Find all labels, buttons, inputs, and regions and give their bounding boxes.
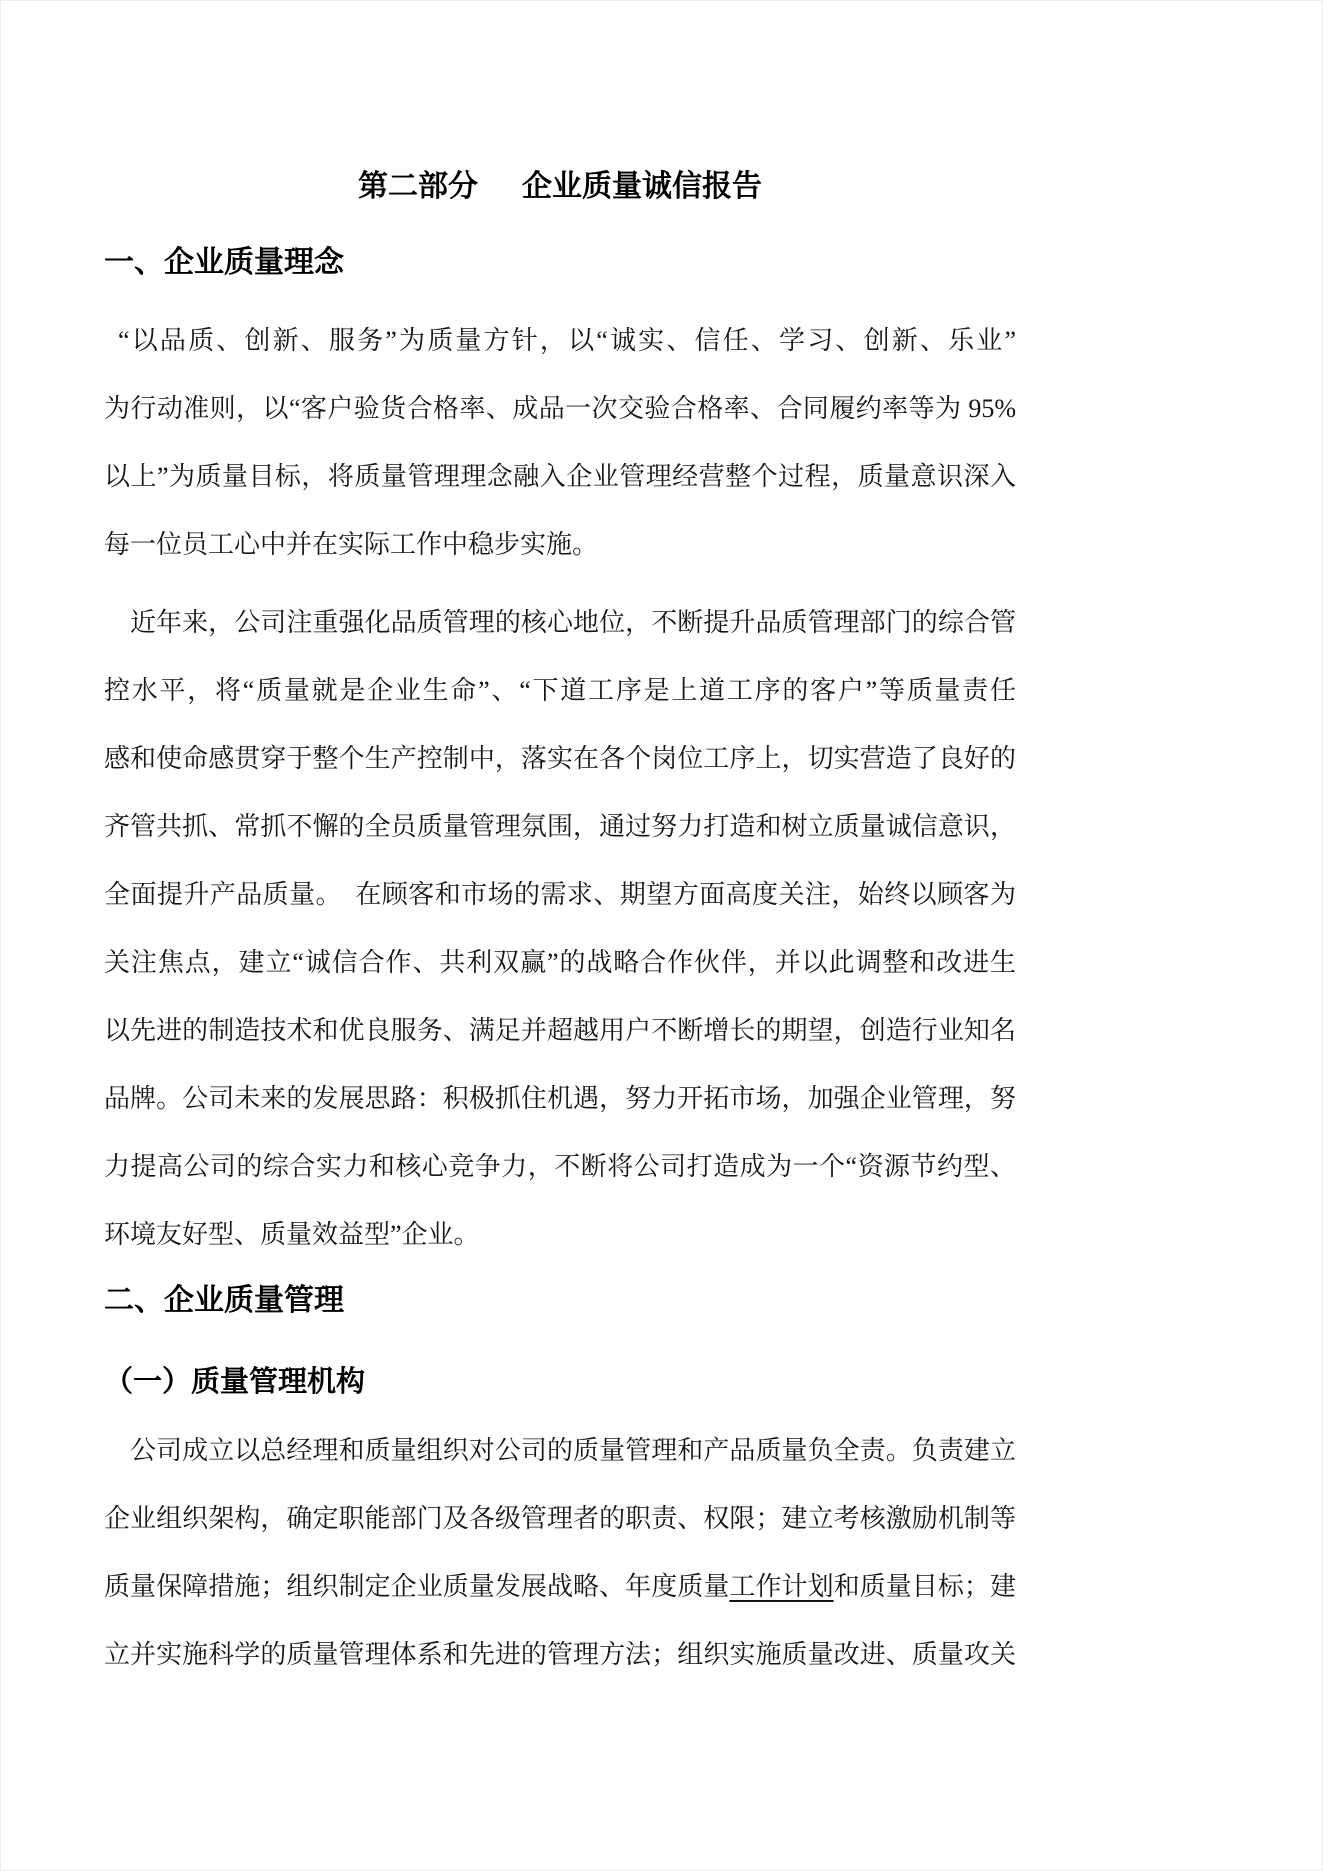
- document-body: [104, 241, 1016, 1689]
- paragraph-line: [104, 929, 1016, 997]
- section-heading: 一、企业质量理念: [104, 246, 344, 279]
- paragraph: [104, 307, 1016, 579]
- document-content: [104, 165, 1016, 1689]
- paragraph-line: [104, 307, 1016, 375]
- text-segment: 近年来，公司注重强化品质管理的核心地位，不断提升品质管理部门的综合管: [130, 608, 1016, 637]
- title-part: 第二部分: [358, 170, 478, 203]
- paragraph-line: [104, 589, 1016, 657]
- text-segment: 关注焦点，建立“诚信合作、共利双赢”的战略合作伙伴，并以此调整和改进生: [104, 948, 1016, 977]
- paragraph: [104, 589, 1016, 1269]
- paragraph-line: [104, 1621, 1016, 1689]
- text-segment: 全面提升产品质量。 在顾客和市场的需求、期望方面高度关注，始终以顾客为: [104, 880, 1016, 909]
- paragraph-line: [104, 1417, 1016, 1485]
- text-segment: 力提高公司的综合实力和核心竞争力，不断将公司打造成为一个“资源节约型、: [104, 1152, 1016, 1181]
- text-segment: 公司成立以总经理和质量组织对公司的质量管理和产品质量负全责。负责建立: [130, 1436, 1016, 1465]
- paragraph-line: [104, 443, 1016, 511]
- text-segment: 品牌。公司未来的发展思路：积极抓住机遇，努力开拓市场，加强企业管理，努: [104, 1084, 1016, 1113]
- text-segment: 环境友好型、质量效益型”企业。: [104, 1220, 480, 1249]
- text-segment: 感和使命感贯穿于整个生产控制中，落实在各个岗位工序上，切实营造了良好的: [104, 744, 1016, 773]
- text-segment: 质量保障措施；组织制定企业质量发展战略、年度质量: [104, 1572, 730, 1601]
- paragraph-line: [104, 1065, 1016, 1133]
- paragraph-line: [104, 1485, 1016, 1553]
- text-segment: 以先进的制造技术和优良服务、满足并超越用户不断增长的期望，创造行业知名: [104, 1016, 1016, 1045]
- paragraph-line: [104, 793, 1016, 861]
- paragraph-line: [104, 1201, 1016, 1269]
- paragraph-line: [104, 1133, 1016, 1201]
- document-title: [104, 165, 1016, 209]
- text-segment: “以品质、创新、服务”为质量方针，以“诚实、信任、学习、创新、乐业”: [118, 326, 1016, 355]
- paragraph-line: [104, 375, 1016, 443]
- section-heading: 二、企业质量管理: [104, 1284, 344, 1317]
- text-segment: 控水平，将“质量就是企业生命”、“下道工序是上道工序的客户”等质量责任: [104, 676, 1016, 705]
- paragraph-line: [104, 657, 1016, 725]
- text-segment: 为行动准则，以“客户验货合格率、成品一次交验合格率、合同履约率等为 95%: [104, 394, 1016, 423]
- text-segment: 企业组织架构，确定职能部门及各级管理者的职责、权限；建立考核激励机制等: [104, 1504, 1016, 1533]
- paragraph: [104, 1417, 1016, 1689]
- paragraph-line: [104, 725, 1016, 793]
- underlined-text: 工作计划: [729, 1572, 834, 1601]
- section-heading: （一）质量管理机构: [104, 1366, 366, 1398]
- paragraph-line: [104, 861, 1016, 929]
- text-segment: 齐管共抓、常抓不懈的全员质量管理氛围，通过努力打造和树立质量诚信意识，: [104, 812, 1016, 841]
- text-segment: 以上”为质量目标，将质量管理理念融入企业管理经营整个过程，质量意识深入: [104, 462, 1016, 491]
- text-segment: 和质量目标；建: [833, 1572, 1016, 1601]
- text-segment: 每一位员工心中并在实际工作中稳步实施。: [104, 530, 599, 559]
- paragraph-line: [104, 997, 1016, 1065]
- title-main: 企业质量诚信报告: [522, 170, 762, 203]
- text-segment: 立并实施科学的质量管理体系和先进的管理方法；组织实施质量改进、质量攻关: [104, 1640, 1016, 1669]
- paragraph-line: [104, 511, 1016, 579]
- paragraph-line: [104, 1553, 1016, 1621]
